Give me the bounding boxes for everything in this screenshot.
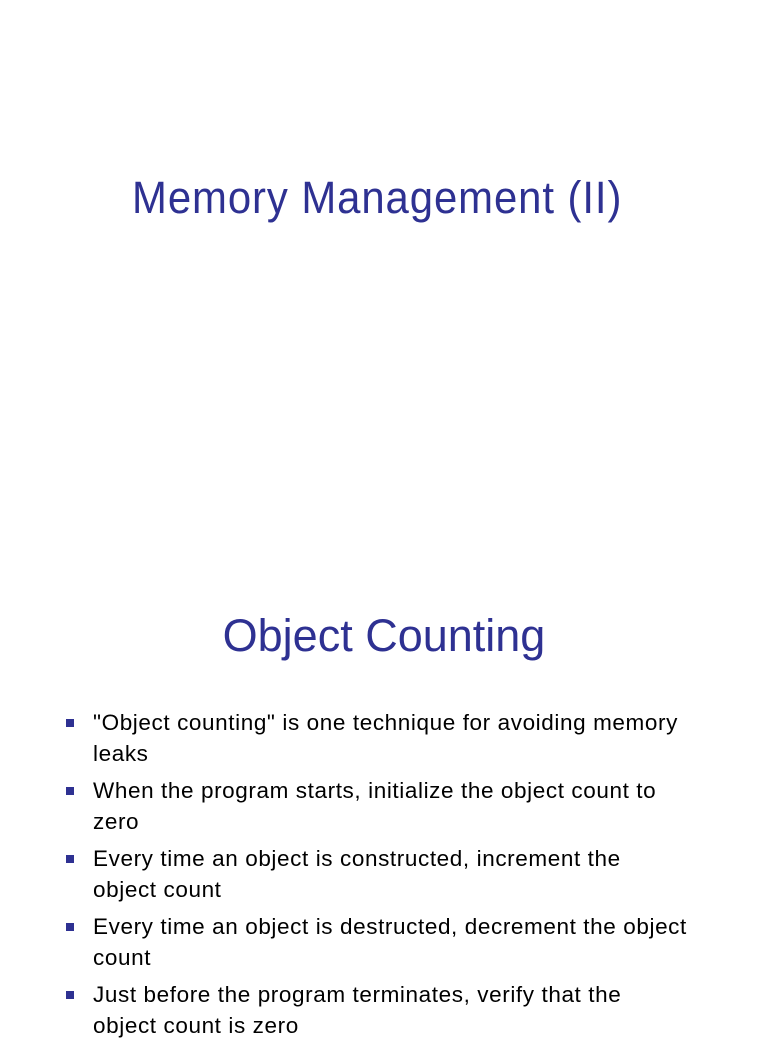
- square-bullet-icon: [66, 923, 74, 931]
- list-item: [0, 911, 768, 973]
- square-bullet-icon: [66, 787, 74, 795]
- square-bullet-icon: [66, 719, 74, 727]
- list-item: [0, 707, 768, 769]
- bullet-text: When the program starts, initialize the object count to zero: [93, 778, 657, 834]
- list-item: [0, 843, 768, 905]
- bullet-list: [0, 707, 768, 1047]
- slide-title-memory-management: Memory Management (II): [132, 172, 623, 223]
- bullet-text: Every time an object is constructed, increment the object count: [93, 846, 621, 902]
- square-bullet-icon: [66, 991, 74, 999]
- slide-title-object-counting: Object Counting: [222, 610, 546, 661]
- list-item: [0, 979, 768, 1041]
- bullet-text: "Object counting" is one technique for avoiding memory leaks: [93, 710, 678, 766]
- square-bullet-icon: [66, 855, 74, 863]
- list-item: [0, 775, 768, 837]
- bullet-text: Just before the program terminates, verify that the object count is zero: [93, 982, 622, 1038]
- bullet-text: Every time an object is destructed, decrement the object count: [93, 914, 687, 970]
